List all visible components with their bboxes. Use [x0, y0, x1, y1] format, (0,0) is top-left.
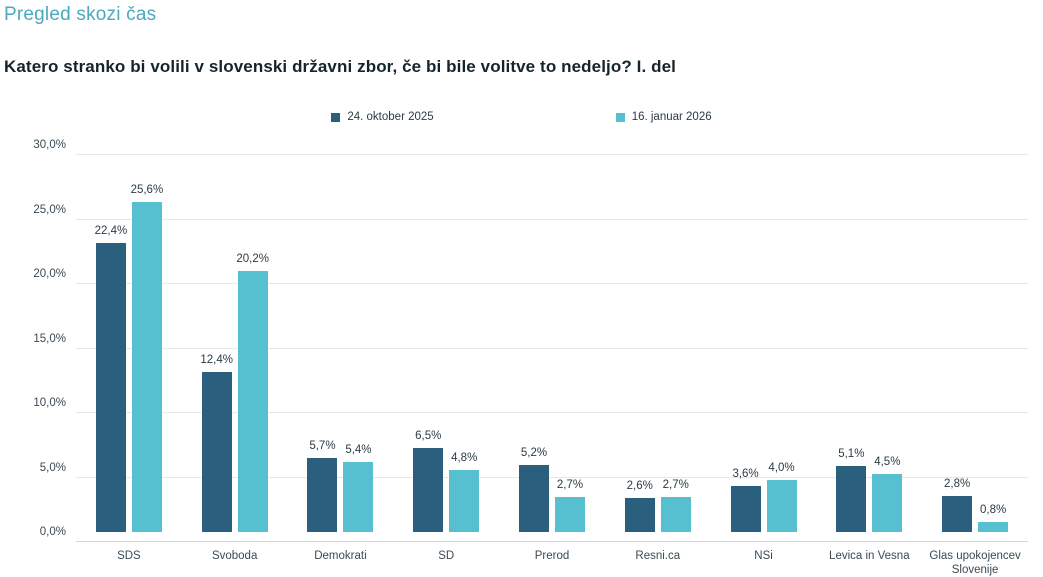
chart-area	[0, 136, 1043, 576]
bar-value-label: 4,0%	[768, 462, 795, 475]
bar-group	[922, 145, 1028, 576]
bar-value-label: 22,4%	[94, 225, 128, 238]
legend-swatch-icon	[331, 113, 340, 122]
bar-group	[393, 145, 499, 562]
bar[interactable]	[978, 522, 1008, 532]
y-axis-tick-label: 30,0%	[33, 139, 66, 151]
x-axis-category-label: Levica in Vesna	[829, 550, 910, 562]
x-axis-category-label: Glas upokojencev Slovenije	[929, 550, 1021, 576]
bar-value-label: 2,8%	[944, 477, 971, 490]
bar-value-label: 5,4%	[345, 444, 372, 457]
bar[interactable]	[202, 372, 232, 532]
bar-value-label: 4,8%	[451, 452, 478, 465]
y-axis-tick-label: 15,0%	[33, 332, 66, 345]
bar[interactable]	[96, 243, 126, 532]
bar[interactable]	[872, 474, 902, 532]
bar[interactable]	[238, 271, 268, 532]
bar[interactable]	[625, 498, 655, 532]
bar-value-label: 5,2%	[520, 446, 548, 459]
legend-item[interactable]	[616, 111, 712, 123]
bar-group	[182, 145, 288, 562]
legend-swatch-icon	[616, 113, 625, 122]
y-axis-tick-label: 0,0%	[39, 526, 66, 538]
bar[interactable]	[449, 470, 479, 532]
bar-value-label: 12,4%	[200, 354, 233, 367]
bar-value-label: 2,6%	[626, 480, 653, 493]
page-kicker: Pregled skozi čas	[4, 4, 157, 25]
legend-item[interactable]	[331, 111, 433, 123]
y-axis-tick-label: 25,0%	[33, 203, 66, 216]
bar[interactable]	[307, 458, 337, 532]
bar-group	[711, 145, 817, 562]
bar-value-label: 5,7%	[309, 440, 336, 453]
bar-value-label: 2,7%	[662, 479, 689, 492]
page-title: Katero stranko bi volili v slovenski državni zbor, če bi bile volitve to nedeljo? I. del	[4, 57, 676, 76]
bar-value-label: 20,2%	[236, 253, 269, 266]
y-axis-tick-label: 20,0%	[33, 268, 66, 280]
x-axis-category-label: SDS	[117, 550, 141, 562]
x-axis-category-label: Resni.ca	[635, 550, 681, 562]
bar-value-label: 3,6%	[732, 467, 759, 480]
bar[interactable]	[343, 462, 373, 532]
x-axis-category-label: Svoboda	[211, 550, 258, 562]
bar[interactable]	[519, 465, 549, 532]
bar-value-label: 0,8%	[979, 503, 1007, 516]
gridline	[76, 541, 1028, 542]
bar-value-label: 4,5%	[874, 455, 901, 468]
x-axis-category-label: Demokrati	[314, 550, 367, 562]
bar-value-label: 6,5%	[415, 430, 442, 443]
x-axis-category-label: Prerod	[534, 550, 570, 562]
x-axis-category-label: SD	[438, 550, 455, 562]
bar-value-label: 5,1%	[838, 448, 865, 461]
legend-label: 16. januar 2026	[631, 111, 712, 123]
bar-value-label: 25,6%	[130, 183, 164, 196]
chart-legend	[0, 111, 1043, 123]
bar[interactable]	[555, 497, 585, 532]
y-axis-tick-label: 10,0%	[33, 397, 66, 409]
bar-group	[605, 145, 711, 562]
bar[interactable]	[661, 497, 691, 532]
bar-groups	[76, 145, 1028, 576]
bar-group	[76, 145, 182, 562]
bar-group	[499, 145, 605, 562]
bar[interactable]	[731, 486, 761, 532]
bar-value-label: 2,7%	[556, 479, 584, 492]
y-axis-tick-label: 5,0%	[39, 461, 66, 474]
legend-label: 24. oktober 2025	[347, 111, 434, 123]
x-axis-category-label: NSi	[754, 550, 773, 562]
bar[interactable]	[836, 466, 866, 532]
bar[interactable]	[767, 480, 797, 532]
bar-group	[288, 145, 394, 562]
bar[interactable]	[132, 202, 162, 532]
bar-group	[816, 145, 922, 562]
